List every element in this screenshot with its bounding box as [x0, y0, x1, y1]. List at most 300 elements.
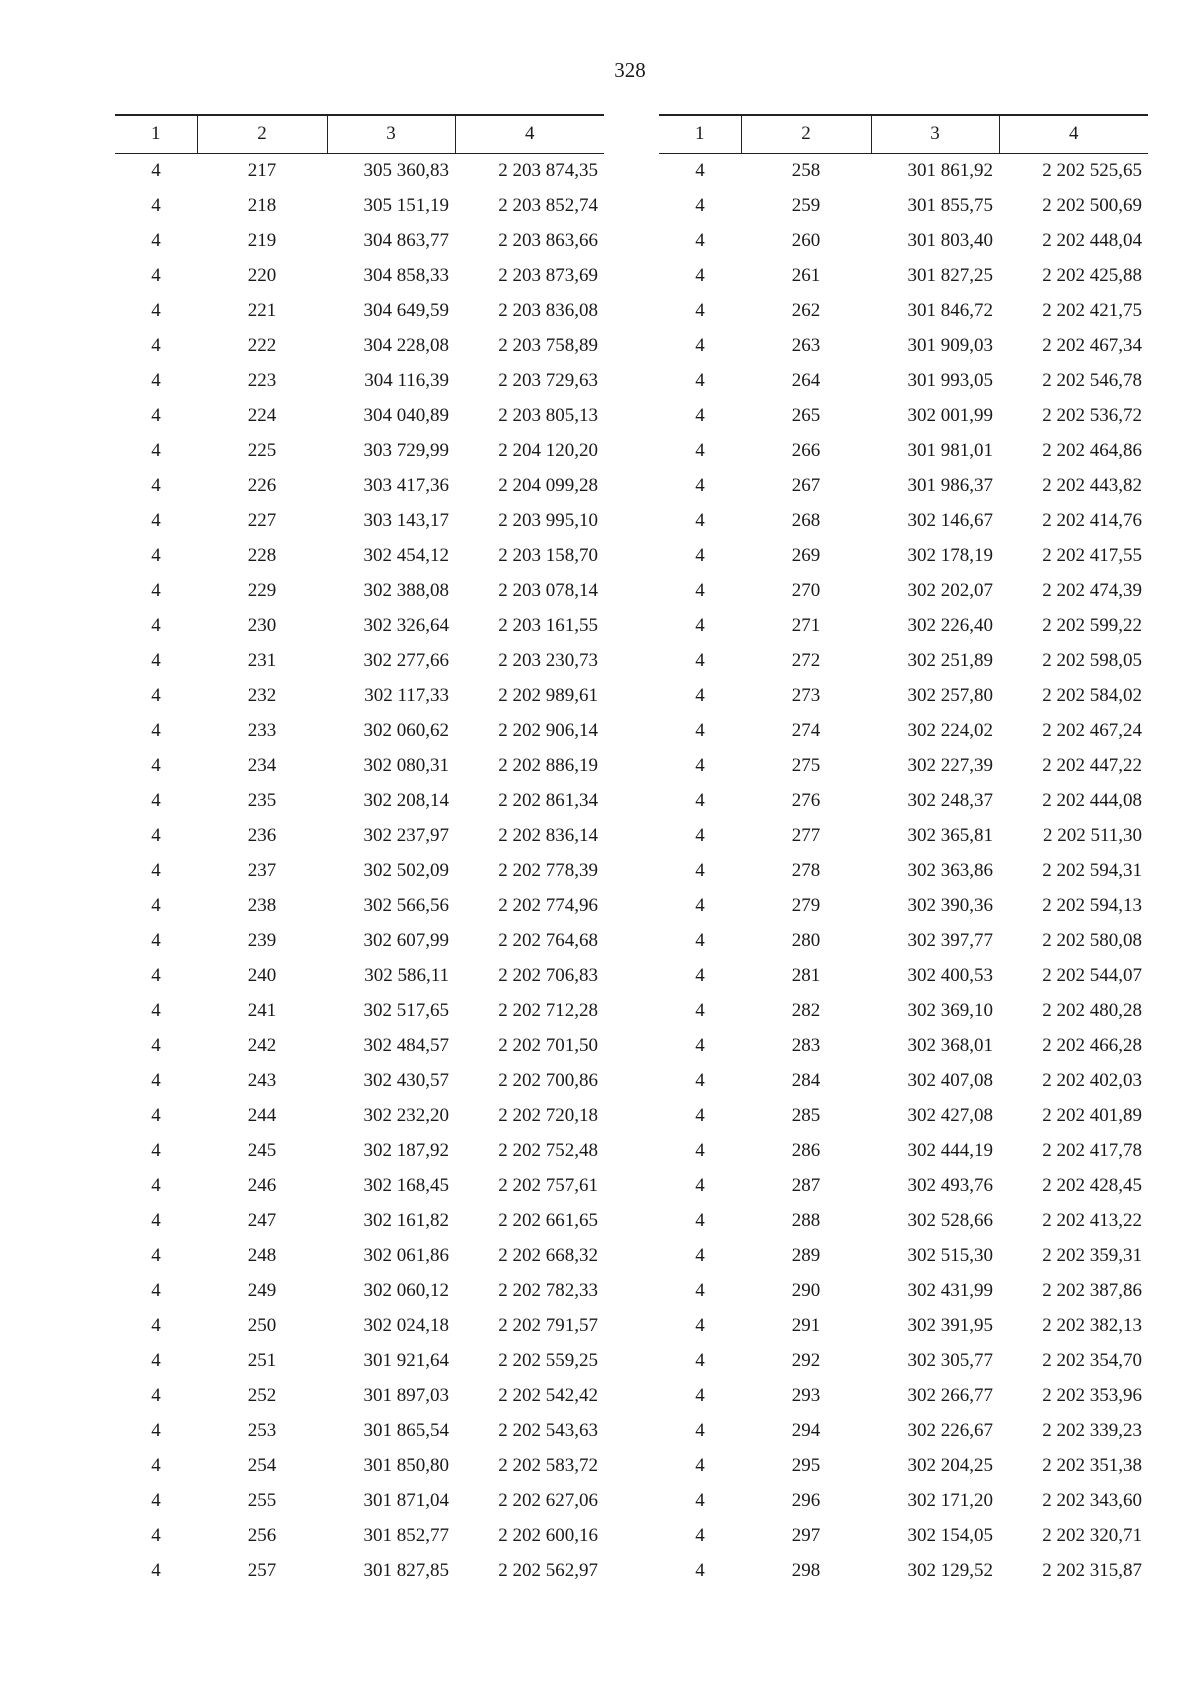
table-cell: 273 [791, 684, 821, 706]
table-cell: 4 [695, 929, 705, 951]
table-cell: 302 493,76 [907, 1174, 993, 1196]
table-cell: 4 [151, 1384, 161, 1406]
table-cell: 301 921,64 [363, 1349, 449, 1371]
table-cell: 2 202 886,19 [498, 754, 598, 776]
table-cell: 302 444,19 [907, 1139, 993, 1161]
table-cell: 302 061,86 [363, 1244, 449, 1266]
table-row [115, 818, 604, 853]
table-cell: 2 203 995,10 [498, 509, 598, 531]
table-cell: 2 203 230,73 [498, 649, 598, 671]
table-cell: 283 [791, 1034, 821, 1056]
table-row [659, 223, 1148, 258]
table-cell: 304 228,08 [363, 334, 449, 356]
table-cell: 4 [151, 369, 161, 391]
table-cell: 284 [791, 1069, 821, 1091]
table-row [659, 1343, 1148, 1378]
table-cell: 296 [791, 1489, 821, 1511]
table-cell: 4 [151, 859, 161, 881]
table-row [659, 538, 1148, 573]
table-cell: 226 [247, 474, 277, 496]
table-cell: 239 [247, 929, 277, 951]
table-cell: 4 [695, 1069, 705, 1091]
table-cell: 2 202 661,65 [498, 1209, 598, 1231]
table-cell: 302 430,57 [363, 1069, 449, 1091]
table-cell: 282 [791, 999, 821, 1021]
table-cell: 2 202 600,16 [498, 1524, 598, 1546]
table-cell: 4 [695, 1139, 705, 1161]
table-cell: 4 [151, 824, 161, 846]
table-cell: 4 [695, 894, 705, 916]
table-cell: 4 [695, 1244, 705, 1266]
table-cell: 243 [247, 1069, 277, 1091]
table-cell: 302 060,62 [363, 719, 449, 741]
table-cell: 4 [151, 1349, 161, 1371]
table-cell: 4 [151, 1069, 161, 1091]
table-cell: 225 [247, 439, 277, 461]
column-header: 2 [741, 115, 871, 153]
table-cell: 232 [247, 684, 277, 706]
table-cell: 302 454,12 [363, 544, 449, 566]
table-row [115, 538, 604, 573]
table-cell: 2 202 559,25 [498, 1349, 598, 1371]
table-cell: 285 [791, 1104, 821, 1126]
table-cell: 4 [695, 719, 705, 741]
table-cell: 302 129,52 [907, 1559, 993, 1581]
table-cell: 302 586,11 [364, 964, 449, 986]
table-row [115, 1308, 604, 1343]
table-cell: 2 202 447,22 [1042, 754, 1142, 776]
table-row [115, 1168, 604, 1203]
table-cell: 4 [151, 439, 161, 461]
table-cell: 4 [151, 579, 161, 601]
table-cell: 304 116,39 [364, 369, 449, 391]
table-cell: 4 [151, 894, 161, 916]
table-cell: 4 [151, 999, 161, 1021]
table-cell: 235 [247, 789, 277, 811]
table-row [659, 1238, 1148, 1273]
table-cell: 262 [791, 299, 821, 321]
table-cell: 253 [247, 1419, 277, 1441]
table-cell: 2 202 425,88 [1042, 264, 1142, 286]
table-cell: 230 [247, 614, 277, 636]
table-cell: 275 [791, 754, 821, 776]
table-cell: 302 502,09 [363, 859, 449, 881]
table-cell: 4 [151, 1104, 161, 1126]
coordinates-table-right [659, 114, 1148, 1588]
table-cell: 4 [151, 1244, 161, 1266]
table-cell: 254 [247, 1454, 277, 1476]
table-cell: 2 202 782,33 [498, 1279, 598, 1301]
table-cell: 4 [151, 789, 161, 811]
table-cell: 302 484,57 [363, 1034, 449, 1056]
table-row [659, 923, 1148, 958]
table-row [115, 1203, 604, 1238]
table-cell: 287 [791, 1174, 821, 1196]
table-cell: 2 203 874,35 [498, 159, 598, 181]
table-cell: 4 [695, 194, 705, 216]
table-cell: 2 202 543,63 [498, 1419, 598, 1441]
table-cell: 2 202 354,70 [1042, 1349, 1142, 1371]
table-row [115, 643, 604, 678]
table-cell: 302 251,89 [907, 649, 993, 671]
table-cell: 274 [791, 719, 821, 741]
table-cell: 301 846,72 [907, 299, 993, 321]
table-cell: 302 001,99 [907, 404, 993, 426]
table-row [659, 888, 1148, 923]
table-cell: 2 202 778,39 [498, 859, 598, 881]
table-row [659, 608, 1148, 643]
table-cell: 303 143,17 [363, 509, 449, 531]
table-cell: 2 204 120,20 [498, 439, 598, 461]
table-cell: 4 [151, 1279, 161, 1301]
table-cell: 4 [695, 264, 705, 286]
table-cell: 2 202 315,87 [1042, 1559, 1142, 1581]
table-cell: 240 [247, 964, 277, 986]
table-row [659, 678, 1148, 713]
table-cell: 2 202 580,08 [1042, 929, 1142, 951]
table-cell: 305 151,19 [363, 194, 449, 216]
table-row [115, 1098, 604, 1133]
table-cell: 2 202 448,04 [1042, 229, 1142, 251]
table-cell: 302 515,30 [907, 1244, 993, 1266]
table-row [659, 783, 1148, 818]
column-header: 3 [871, 115, 999, 153]
table-cell: 267 [791, 474, 821, 496]
table-cell: 266 [791, 439, 821, 461]
table-cell: 301 855,75 [907, 194, 993, 216]
table-cell: 301 827,25 [907, 264, 993, 286]
table-cell: 303 729,99 [363, 439, 449, 461]
table-cell: 263 [791, 334, 821, 356]
table-cell: 2 202 752,48 [498, 1139, 598, 1161]
table-cell: 4 [151, 1174, 161, 1196]
table-cell: 302 204,25 [907, 1454, 993, 1476]
table-cell: 2 202 421,75 [1042, 299, 1142, 321]
table-cell: 4 [151, 544, 161, 566]
table-cell: 2 202 428,45 [1042, 1174, 1142, 1196]
table-cell: 255 [247, 1489, 277, 1511]
table-cell: 302 178,19 [907, 544, 993, 566]
table-cell: 2 202 712,28 [498, 999, 598, 1021]
table-cell: 260 [791, 229, 821, 251]
table-cell: 2 203 161,55 [498, 614, 598, 636]
table-cell: 301 850,80 [363, 1454, 449, 1476]
table-cell: 304 040,89 [363, 404, 449, 426]
table-row [115, 1238, 604, 1273]
table-row [659, 643, 1148, 678]
table-body-right [659, 153, 1148, 1588]
table-row [115, 1483, 604, 1518]
table-cell: 4 [695, 404, 705, 426]
table-cell: 4 [695, 1104, 705, 1126]
table-row [115, 993, 604, 1028]
table-cell: 4 [695, 1384, 705, 1406]
table-cell: 231 [247, 649, 277, 671]
table-row [115, 503, 604, 538]
table-cell: 278 [791, 859, 821, 881]
table-cell: 4 [695, 369, 705, 391]
column-header: 4 [455, 115, 604, 153]
table-cell: 2 202 382,13 [1042, 1314, 1142, 1336]
table-cell: 4 [695, 859, 705, 881]
table-cell: 257 [247, 1559, 277, 1581]
table-cell: 302 326,64 [363, 614, 449, 636]
table-row [659, 1028, 1148, 1063]
table-cell: 4 [151, 929, 161, 951]
table-cell: 4 [151, 404, 161, 426]
table-cell: 222 [247, 334, 277, 356]
table-cell: 302 566,56 [363, 894, 449, 916]
table-row [659, 1308, 1148, 1343]
table-cell: 219 [247, 229, 277, 251]
table-cell: 2 203 805,13 [498, 404, 598, 426]
table-cell: 302 363,86 [907, 859, 993, 881]
table-cell: 2 202 598,05 [1042, 649, 1142, 671]
table-cell: 295 [791, 1454, 821, 1476]
table-cell: 2 202 594,31 [1042, 859, 1142, 881]
table-cell: 2 204 099,28 [498, 474, 598, 496]
table-row [659, 958, 1148, 993]
table-cell: 302 368,01 [907, 1034, 993, 1056]
table-row [115, 258, 604, 293]
table-cell: 302 060,12 [363, 1279, 449, 1301]
table-cell: 2 202 627,06 [498, 1489, 598, 1511]
table-cell: 2 202 757,61 [498, 1174, 598, 1196]
table-cell: 2 202 989,61 [498, 684, 598, 706]
table-cell: 302 227,39 [907, 754, 993, 776]
table-cell: 2 202 414,76 [1042, 509, 1142, 531]
table-row [115, 293, 604, 328]
table-cell: 303 417,36 [363, 474, 449, 496]
table-cell: 279 [791, 894, 821, 916]
table-cell: 4 [695, 824, 705, 846]
table-cell: 302 187,92 [363, 1139, 449, 1161]
table-row [115, 1518, 604, 1553]
table-row [115, 573, 604, 608]
table-cell: 217 [247, 159, 277, 181]
table-cell: 298 [791, 1559, 821, 1581]
table-cell: 4 [695, 614, 705, 636]
table-cell: 4 [151, 194, 161, 216]
table-cell: 2 202 701,50 [498, 1034, 598, 1056]
table-row [659, 1203, 1148, 1238]
table-cell: 4 [695, 1349, 705, 1371]
table-cell: 2 202 500,69 [1042, 194, 1142, 216]
table-cell: 302 365,81 [907, 824, 993, 846]
table-cell: 302 257,80 [907, 684, 993, 706]
table-cell: 224 [247, 404, 277, 426]
table-cell: 237 [247, 859, 277, 881]
table-row [115, 468, 604, 503]
table-cell: 292 [791, 1349, 821, 1371]
table-cell: 4 [695, 579, 705, 601]
table-row [115, 188, 604, 223]
table-row [659, 713, 1148, 748]
table-cell: 302 226,67 [907, 1419, 993, 1441]
table-cell: 4 [695, 439, 705, 461]
table-cell: 302 208,14 [363, 789, 449, 811]
table-cell: 276 [791, 789, 821, 811]
table-cell: 302 224,02 [907, 719, 993, 741]
table-cell: 270 [791, 579, 821, 601]
table-cell: 302 400,53 [907, 964, 993, 986]
table-cell: 4 [695, 474, 705, 496]
table-row [659, 293, 1148, 328]
table-cell: 302 237,97 [363, 824, 449, 846]
table-cell: 218 [247, 194, 277, 216]
table-cell: 2 202 464,86 [1042, 439, 1142, 461]
table-cell: 2 202 706,83 [498, 964, 598, 986]
table-row [659, 748, 1148, 783]
table-cell: 4 [151, 1524, 161, 1546]
table-row [115, 398, 604, 433]
column-header: 4 [999, 115, 1148, 153]
table-cell: 301 861,92 [907, 159, 993, 181]
table-cell: 4 [151, 719, 161, 741]
table-cell: 264 [791, 369, 821, 391]
table-cell: 4 [695, 754, 705, 776]
table-cell: 4 [695, 1174, 705, 1196]
table-row [115, 1343, 604, 1378]
table-row [659, 1133, 1148, 1168]
table-cell: 4 [151, 1034, 161, 1056]
table-cell: 2 202 720,18 [498, 1104, 598, 1126]
table-cell: 241 [247, 999, 277, 1021]
table-row [659, 363, 1148, 398]
table-cell: 4 [695, 999, 705, 1021]
table-cell: 220 [247, 264, 277, 286]
table-row [115, 958, 604, 993]
table-cell: 302 388,08 [363, 579, 449, 601]
table-cell: 302 391,95 [907, 1314, 993, 1336]
table-cell: 4 [695, 544, 705, 566]
table-cell: 302 607,99 [363, 929, 449, 951]
table-cell: 302 232,20 [363, 1104, 449, 1126]
table-cell: 259 [791, 194, 821, 216]
table-cell: 2 202 467,34 [1042, 334, 1142, 356]
table-row [115, 678, 604, 713]
table-row [115, 1413, 604, 1448]
table-cell: 246 [247, 1174, 277, 1196]
table-cell: 302 146,67 [907, 509, 993, 531]
table-cell: 4 [695, 684, 705, 706]
table-cell: 4 [151, 754, 161, 776]
table-cell: 4 [151, 684, 161, 706]
table-cell: 4 [151, 1489, 161, 1511]
table-cell: 2 203 078,14 [498, 579, 598, 601]
table-cell: 2 202 584,02 [1042, 684, 1142, 706]
table-cell: 2 202 402,03 [1042, 1069, 1142, 1091]
table-cell: 302 397,77 [907, 929, 993, 951]
table-cell: 301 986,37 [907, 474, 993, 496]
table-cell: 4 [695, 299, 705, 321]
table-row [659, 1378, 1148, 1413]
table-cell: 4 [151, 334, 161, 356]
table-body-left [115, 153, 604, 1588]
table-row [115, 783, 604, 818]
table-cell: 301 865,54 [363, 1419, 449, 1441]
table-cell: 2 202 542,42 [498, 1384, 598, 1406]
table-cell: 2 202 339,23 [1042, 1419, 1142, 1441]
table-cell: 302 226,40 [907, 614, 993, 636]
table-cell: 302 427,08 [907, 1104, 993, 1126]
table-cell: 271 [791, 614, 821, 636]
table-cell: 250 [247, 1314, 277, 1336]
table-cell: 289 [791, 1244, 821, 1266]
table-row [115, 1028, 604, 1063]
table-row [659, 1483, 1148, 1518]
table-cell: 2 202 536,72 [1042, 404, 1142, 426]
table-cell: 249 [247, 1279, 277, 1301]
table-cell: 302 369,10 [907, 999, 993, 1021]
table-cell: 227 [247, 509, 277, 531]
table-cell: 301 852,77 [363, 1524, 449, 1546]
table-cell: 238 [247, 894, 277, 916]
table-cell: 2 203 729,63 [498, 369, 598, 391]
table-row [115, 1448, 604, 1483]
table-cell: 228 [247, 544, 277, 566]
table-cell: 301 993,05 [907, 369, 993, 391]
table-cell: 2 202 343,60 [1042, 1489, 1142, 1511]
table-cell: 2 202 417,55 [1042, 544, 1142, 566]
table-cell: 4 [695, 229, 705, 251]
table-cell: 2 202 700,86 [498, 1069, 598, 1091]
table-row [115, 223, 604, 258]
table-row [115, 748, 604, 783]
table-cell: 2 202 353,96 [1042, 1384, 1142, 1406]
table-row [659, 503, 1148, 538]
table-cell: 244 [247, 1104, 277, 1126]
coordinates-table-left [115, 114, 604, 1588]
table-cell: 2 203 158,70 [498, 544, 598, 566]
table-cell: 4 [151, 1454, 161, 1476]
table-row [659, 818, 1148, 853]
table-cell: 4 [151, 159, 161, 181]
table-cell: 258 [791, 159, 821, 181]
table-row [115, 1378, 604, 1413]
table-cell: 2 202 466,28 [1042, 1034, 1142, 1056]
table-cell: 245 [247, 1139, 277, 1161]
table-row [659, 1518, 1148, 1553]
table-row [659, 433, 1148, 468]
table-cell: 2 202 544,07 [1042, 964, 1142, 986]
table-cell: 301 827,85 [363, 1559, 449, 1581]
table-cell: 301 981,01 [907, 439, 993, 461]
table-cell: 302 517,65 [363, 999, 449, 1021]
table-cell: 4 [695, 964, 705, 986]
table-cell: 268 [791, 509, 821, 531]
table-cell: 4 [151, 964, 161, 986]
table-cell: 2 203 873,69 [498, 264, 598, 286]
table-cell: 221 [247, 299, 277, 321]
table-cell: 4 [695, 1034, 705, 1056]
table-cell: 277 [791, 824, 821, 846]
table-cell: 2 202 359,31 [1042, 1244, 1142, 1266]
table-cell: 4 [695, 1209, 705, 1231]
table-row [659, 1273, 1148, 1308]
table-cell: 252 [247, 1384, 277, 1406]
table-cell: 2 202 320,71 [1042, 1524, 1142, 1546]
table-cell: 4 [695, 334, 705, 356]
table-cell: 291 [791, 1314, 821, 1336]
table-cell: 302 117,33 [364, 684, 449, 706]
table-row [659, 153, 1148, 188]
table-row [659, 993, 1148, 1028]
table-cell: 4 [695, 1279, 705, 1301]
table-cell: 2 202 764,68 [498, 929, 598, 951]
table-cell: 302 168,45 [363, 1174, 449, 1196]
table-cell: 4 [151, 264, 161, 286]
